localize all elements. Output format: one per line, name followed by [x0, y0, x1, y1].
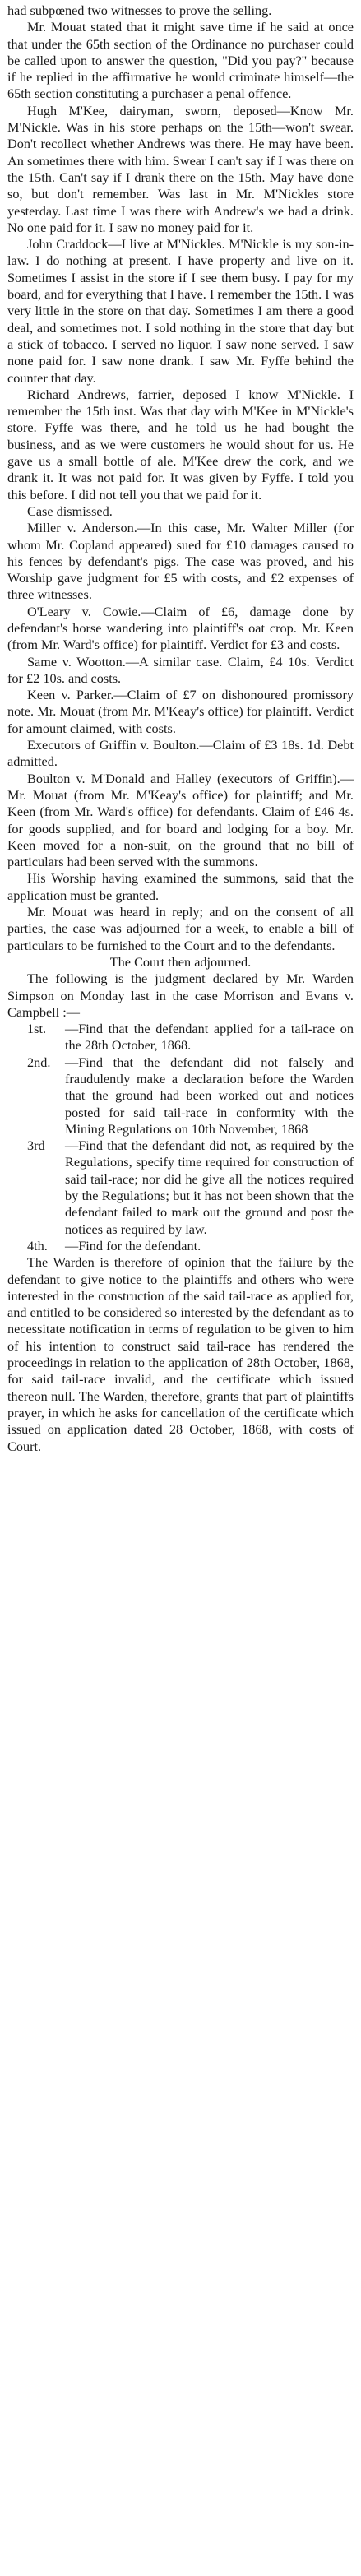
article-paragraph: Executors of Griffin v. Boulton.—Claim of £3 18s. 1d. Debt admitted.	[7, 738, 354, 770]
article-paragraph: Mr. Mouat stated that it might save time if he said at once that under the 65th section of the Ordinance no purchaser could be called upon to answer the question, "Did you pay?" because if he replied in the affirmative he would criminate himself—the 65th section constituting a purchaser a penal offence.	[7, 20, 354, 102]
finding-item	[7, 1021, 354, 1054]
finding-item	[7, 1238, 354, 1254]
finding-number: 4th.	[27, 1238, 48, 1253]
article-paragraph: Boulton v. M'Donald and Halley (executors of Griffin).—Mr. Mouat (from Mr. M'Keay's office) for plaintiff; and Mr. Keen (from Mr. Ward's office) for defendants. Claim of £46 4s. for goods supplied, and for board and lodging for a boy. Mr. Keen moved for a non-suit, on the ground that no bill of particulars had been served with the summons.	[7, 771, 354, 870]
finding-number: 2nd.	[27, 1054, 51, 1070]
article-paragraph: The Court then adjourned.	[109, 954, 252, 970]
article-paragraph: Richard Andrews, farrier, deposed I know M'Nickle. I remember the 15th inst. Was that day with M'Kee in M'Nickle's store. Fyffe was there, and he told us he had bought the business, and as we were customers he would shout for us. He gave us a small bottle of ale. M'Kee drew the cork, and we drank it. It was not paid for. It was given by Fyffe. I told you this before. I did not tell you that we paid for it.	[7, 387, 354, 503]
article-paragraph: John Craddock—I live at M'Nickles. M'Nickle is my son-in-law. I do nothing at present. I have property and live on it. Sometimes I assist in the store if I see them busy. I pay for my board, and for everything that I have. I remember the 15th. I was very little in the store on that day. Sometimes I am there a good deal, and sometimes not. I sold nothing in the store that day but a stick of tobacco. I served no liquor. I saw none served. I saw none paid for. I saw none drank. I saw Mr. Fyffe behind the counter that day.	[7, 237, 354, 386]
article-paragraph: Miller v. Anderson.—In this case, Mr. Walter Miller (for whom Mr. Copland appeared) sued for £10 damages caused to his fences by defendant's pigs. The case was proved, and his Worship gave judgment for £5 with costs, and £2 expenses of three witnesses.	[7, 521, 354, 603]
article-paragraph: His Worship having examined the summons, said that the application must be granted.	[7, 871, 354, 903]
newspaper-column	[7, 0, 354, 1455]
article-paragraph: Mr. Mouat was heard in reply; and on the consent of all parties, the case was adjourned for a week, to enable a bill of particulars to be furnished to the Court and to the defendants.	[7, 905, 354, 953]
article-paragraph: Same v. Wootton.—A similar case. Claim, £4 10s. Verdict for £2 10s. and costs.	[7, 654, 354, 686]
finding-text: —Find for the defendant.	[65, 1238, 201, 1253]
article-paragraph: had subpœned two witnesses to prove the selling.	[7, 3, 272, 18]
finding-number: 1st.	[27, 1022, 47, 1037]
article-paragraph: O'Leary v. Cowie.—Claim of £6, damage done by defendant's horse wandering into plaintiff's oat crop. Mr. Keen (from Mr. Ward's office) for plaintiff. Verdict for £3 and costs.	[7, 604, 354, 653]
article-body	[7, 2, 354, 1021]
finding-text: —Find that the defendant applied for a tail-race on the 28th October, 1868.	[65, 1022, 354, 1054]
article-paragraph: Keen v. Parker.—Claim of £7 on dishonoured promissory note. Mr. Mouat (from Mr. M'Keay's office) for plaintiff. Verdict for amount claimed, with costs.	[7, 688, 354, 736]
article-paragraph: The following is the judgment declared by Mr. Warden Simpson on Monday last in the case Morrison and Evans v. Campbell :—	[7, 971, 354, 1020]
finding-text: —Find that the defendant did not falsely and fraudulently make a declaration before the Warden that the ground had been worked out and notices posted for said tail-race in conformity with the Mining Regulations on 10th November, 1868	[65, 1054, 354, 1137]
article-paragraph: Case dismissed.	[27, 503, 113, 519]
article-paragraph: The Warden is therefore of opinion that the failure by the defendant to give notice to the plaintiffs and others who were interested in the construction of the said tail-race as applied for, and entitled to be considered so interested by the defendant as to necessitate notification in terms of regulation to be given to him of his intention to construct said tail-race has rendered the proceedings in relation to the application of 28th October, 1868, for said tail-race invalid, and the certificate which issued thereon null. The Warden, therefore, grants that part of plaintiffs prayer, in which he asks for cancellation of the certificate which issued on application dated 28 October, 1868, with costs of Court.	[7, 1255, 354, 1454]
finding-item	[7, 1054, 354, 1137]
article-paragraph: Hugh M'Kee, dairyman, sworn, deposed—Know Mr. M'Nickle. Was in his store perhaps on the 15th—won't swear. Don't recollect whether Andrews was there. He may have been. An sometimes there with him. Swear I can't say if I was there on the 15th. Can't say if I drank there on the 15th. May have done so, but don't remember. Was last in Mr. M'Nickles store yesterday. Last time I was there with Andrew's we had a drink. No one paid for it. I saw no money paid for it.	[7, 103, 354, 235]
finding-number: 3rd	[27, 1138, 45, 1154]
judgment-findings	[7, 1021, 354, 1254]
finding-text: —Find that the defendant did not, as required by the Regulations, specify time required for construction of said tail-race; nor did he give all the notices required by the Regulations; but it has not been shown that the defendant failed to mark out the ground and post the notices as required by law.	[65, 1138, 354, 1237]
judgment-conclusion	[7, 1254, 354, 1455]
finding-item	[7, 1137, 354, 1238]
